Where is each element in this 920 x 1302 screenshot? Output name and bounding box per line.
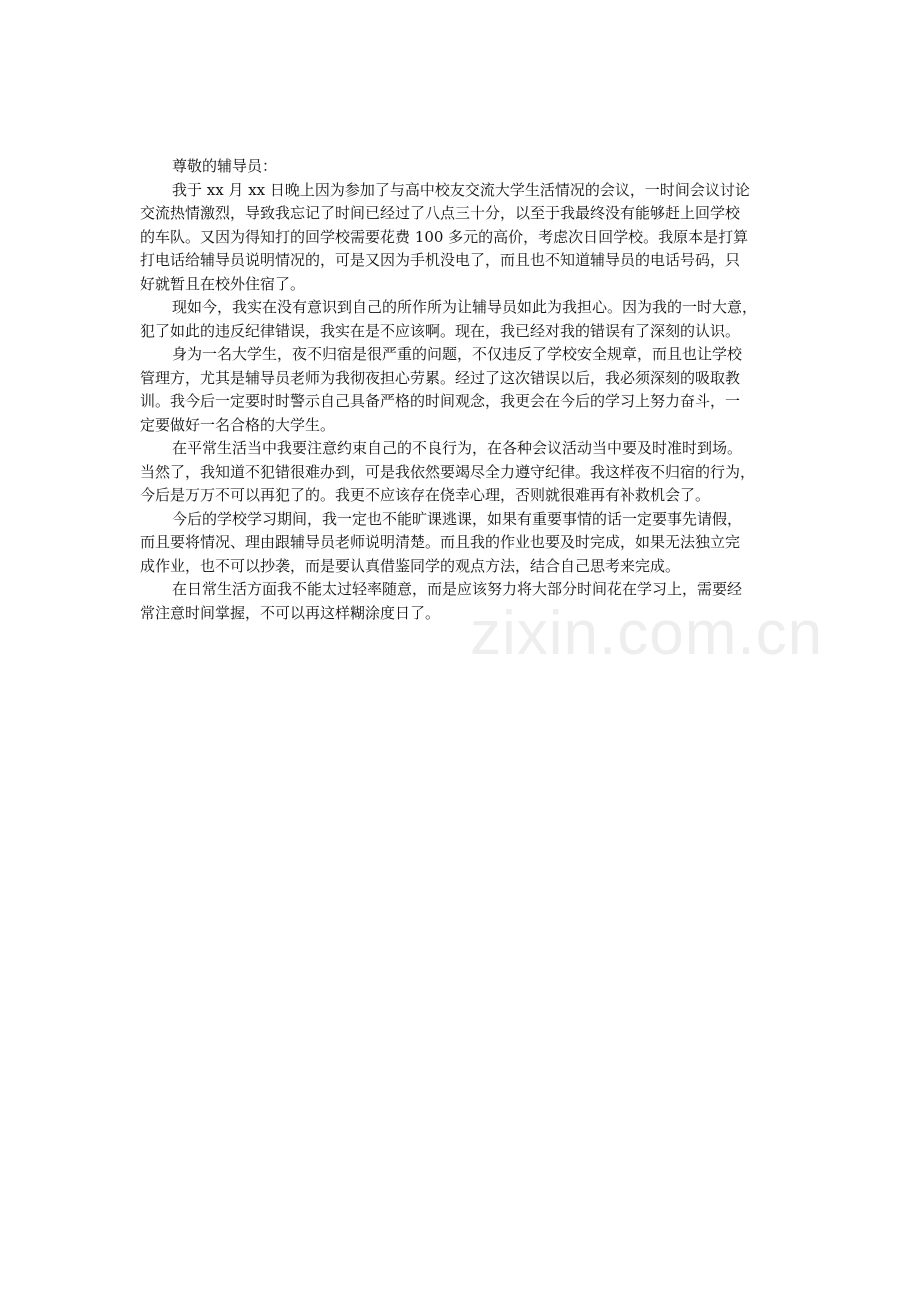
paragraph-line: 打电话给辅导员说明情况的，可是又因为手机没电了，而且也不知道辅导员的电话号码，只 — [140, 251, 741, 269]
paragraph-line: 而且要将情况、理由跟辅导员老师说明清楚。而且我的作业也要及时完成，如果无法独立完 — [140, 533, 741, 551]
paragraph-line: 的车队。又因为得知打的回学校需要花费 100 多元的高价，考虑次日回学校。我原本是打算 — [140, 227, 749, 246]
paragraph-line: 常注意时间掌握，不可以再这样糊涂度日了。 — [140, 603, 441, 622]
letter-body — [140, 155, 800, 625]
paragraph-5 — [140, 508, 800, 579]
paragraph-3 — [140, 343, 800, 437]
paragraph-line: 管理方，尤其是辅导员老师为我彻夜担心劳累。经过了这次错误以后，我必须深刻的吸取教 — [140, 368, 741, 387]
paragraph-line: 当然了，我知道不犯错很难办到，可是我依然要竭尽全力遵守纪律。我这样夜不归宿的行为， — [140, 462, 756, 481]
paragraph-4 — [140, 437, 800, 508]
paragraph-line: 成作业，也不可以抄袭，而是要认真借鉴同学的观点方法，结合自己思考来完成。 — [140, 556, 681, 575]
paragraph-line: 交流热情激烈，导致我忘记了时间已经过了八点三十分，以至于我最终没有能够赶上回学校 — [140, 204, 741, 222]
paragraph-line: 身为一名大学生，夜不归宿是很严重的问题，不仅违反了学校安全规章，而且也让学校 — [172, 345, 743, 363]
paragraph-line: 定要做好一名合格的大学生。 — [140, 415, 336, 434]
paragraph-line: 犯了如此的违反纪律错误，我实在是不应该啊。现在，我已经对我的错误有了深刻的认识。 — [140, 321, 741, 340]
paragraph-2 — [140, 296, 800, 343]
paragraph-line: 好就暂且在校外住宿了。 — [140, 274, 306, 293]
paragraph-line: 在平常生活当中我要注意约束自己的不良行为，在各种会议活动当中要及时准时到场。 — [172, 439, 743, 457]
paragraph-line: 训。我今后一定要时时警示自己具备严格的时间观念，我更会在今后的学习上努力奋斗，一 — [140, 392, 741, 410]
paragraph-1 — [140, 179, 800, 297]
paragraph-6 — [140, 578, 800, 625]
paragraph-line: 现如今，我实在没有意识到自己的所作所为让辅导员如此为我担心。因为我的一时大意， — [172, 298, 758, 316]
paragraph-line: 我于 xx 月 xx 日晚上因为参加了与高中校友交流大学生活情况的会议，一时间会议讨论 — [172, 180, 750, 199]
greeting: 尊敬的辅导员： — [172, 157, 278, 175]
paragraph-line: 在日常生活方面我不能太过轻率随意，而是应该努力将大部分时间花在学习上，需要经 — [172, 580, 743, 598]
paragraph-line: 今后的学校学习期间，我一定也不能旷课逃课，如果有重要事情的话一定要事先请假， — [172, 509, 743, 528]
watermark: zixin.com.cn — [470, 599, 824, 668]
paragraph-line: 今后是万万不可以再犯了的。我更不应该存在侥幸心理，否则就很难再有补救机会了。 — [140, 486, 711, 504]
